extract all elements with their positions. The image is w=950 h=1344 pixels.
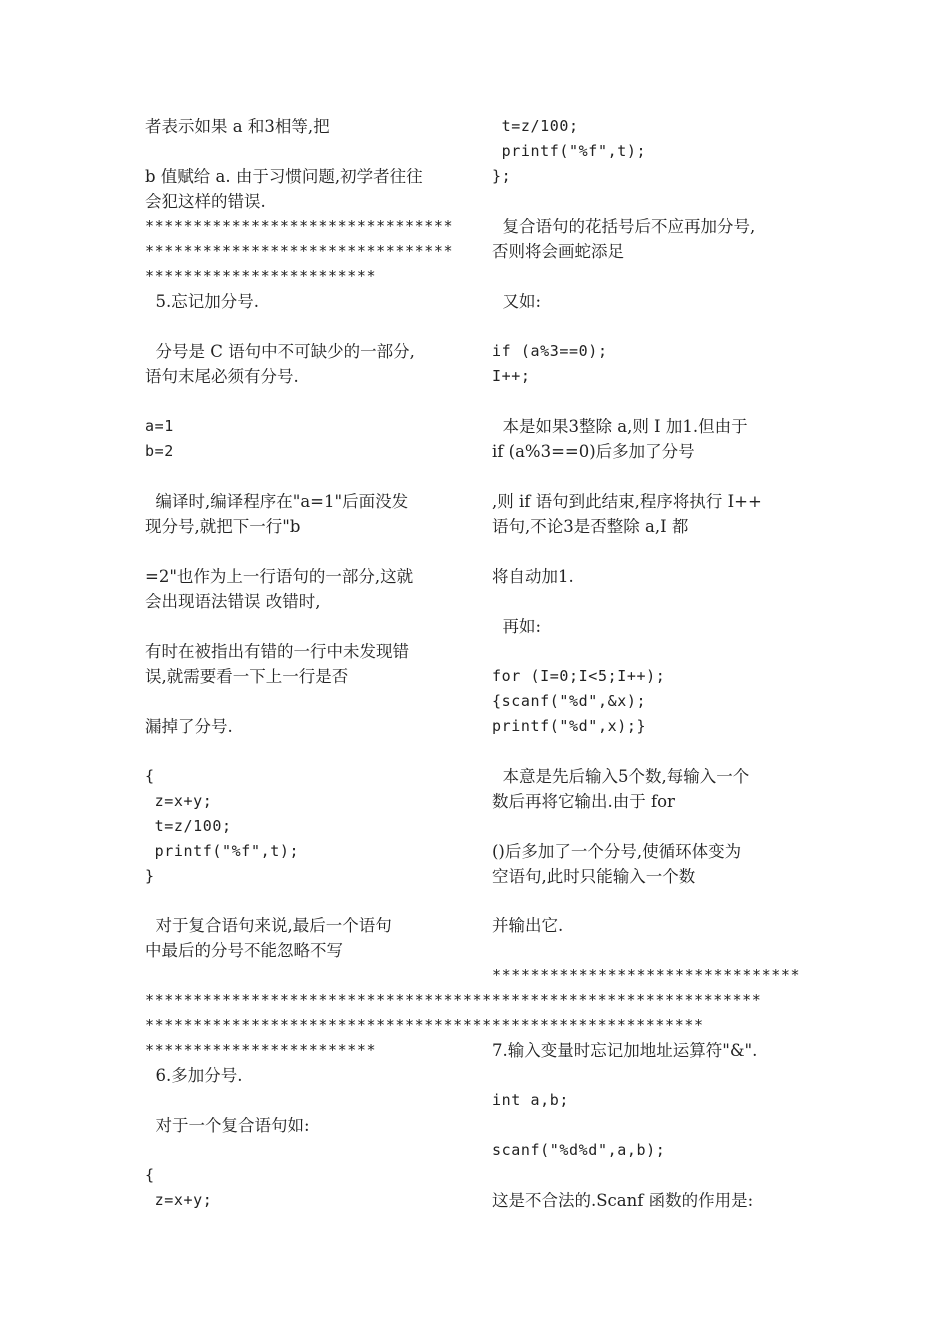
text-line: 编译时,编译程序在"a=1"后面没发 (145, 492, 409, 511)
text-line: 者表示如果 a 和3相等,把 (145, 117, 330, 136)
text-line: 语句末尾必须有分号. (145, 367, 299, 386)
code-line: } (145, 867, 155, 885)
text-line: 本是如果3整除 a,则 I 加1.但由于 (492, 417, 748, 436)
text-line: 数后再将它输出.由于 for (492, 792, 675, 811)
code-line: scanf("%d%d",a,b); (492, 1141, 666, 1159)
text-line: 语句,不论3是否整除 a,I 都 (492, 517, 689, 536)
text-line: 会出现语法错误 改错时, (145, 592, 321, 611)
section-heading: 7.输入变量时忘记加地址运算符"&". (492, 1041, 758, 1060)
code-line: z=x+y; (145, 792, 213, 810)
text-line: 对于复合语句来说,最后一个语句 (145, 916, 392, 935)
text-line: 漏掉了分号. (145, 717, 233, 736)
text-line: 对于一个复合语句如: (145, 1116, 310, 1135)
code-line: int a,b; (492, 1091, 570, 1109)
text-line: 会犯这样的错误. (145, 192, 266, 211)
separator-stars: ******************************** (145, 217, 454, 235)
code-line: t=z/100; (145, 817, 232, 835)
code-line: z=x+y; (145, 1191, 213, 1209)
separator-stars-wide: ********************************************************** (145, 1016, 704, 1034)
code-line: if (a%3==0); (492, 342, 608, 360)
code-line: for (I=0;I<5;I++); (492, 667, 666, 685)
code-line: I++; (492, 367, 531, 385)
separator-stars: ************************ (145, 267, 377, 285)
text-line: 本意是先后输入5个数,每输入一个 (492, 767, 750, 786)
code-line: { (145, 767, 155, 785)
text-line: 这是不合法的.Scanf 函数的作用是: (492, 1191, 754, 1210)
separator-stars: ******************************** (492, 966, 801, 984)
section-heading: 6.多加分号. (145, 1066, 243, 1085)
text-line: =2"也作为上一行语句的一部分,这就 (145, 567, 414, 586)
text-line: 分号是 C 语句中不可缺少的一部分, (145, 342, 415, 361)
section-heading: 5.忘记加分号. (145, 292, 259, 311)
text-line: 复合语句的花括号后不应再加分号, (492, 217, 756, 236)
separator-stars: ************************ (145, 1041, 377, 1059)
text-line: 空语句,此时只能输入一个数 (492, 867, 696, 886)
code-line: printf("%d",x);} (492, 717, 647, 735)
text-line: b 值赋给 a. 由于习惯问题,初学者往往 (145, 167, 423, 186)
text-line: 将自动加1. (492, 567, 574, 586)
code-line: t=z/100; (492, 117, 579, 135)
text-line: 中最后的分号不能忽略不写 (145, 941, 343, 960)
separator-stars-wide: **************************************************************** (145, 991, 762, 1009)
text-line: 又如: (492, 292, 542, 311)
code-line: }; (492, 167, 512, 185)
text-line: ()后多加了一个分号,使循环体变为 (492, 842, 742, 861)
text-line: ,则 if 语句到此结束,程序将执行 I++ (492, 492, 762, 511)
text-line: 现分号,就把下一行"b (145, 517, 301, 536)
code-line: printf("%f",t); (492, 142, 647, 160)
text-line: if (a%3==0)后多加了分号 (492, 442, 695, 461)
text-line: 否则将会画蛇添足 (492, 242, 624, 261)
text-line: 再如: (492, 617, 542, 636)
text-line: 有时在被指出有错的一行中未发现错 (145, 642, 409, 661)
code-line: { (145, 1166, 155, 1184)
code-line: {scanf("%d",&x); (492, 692, 647, 710)
text-line: 并输出它. (492, 916, 564, 935)
code-line: a=1 (145, 417, 174, 435)
text-line: 误,就需要看一下上一行是否 (145, 667, 349, 686)
code-line: printf("%f",t); (145, 842, 300, 860)
code-line: b=2 (145, 442, 174, 460)
separator-stars: ******************************** (145, 242, 454, 260)
